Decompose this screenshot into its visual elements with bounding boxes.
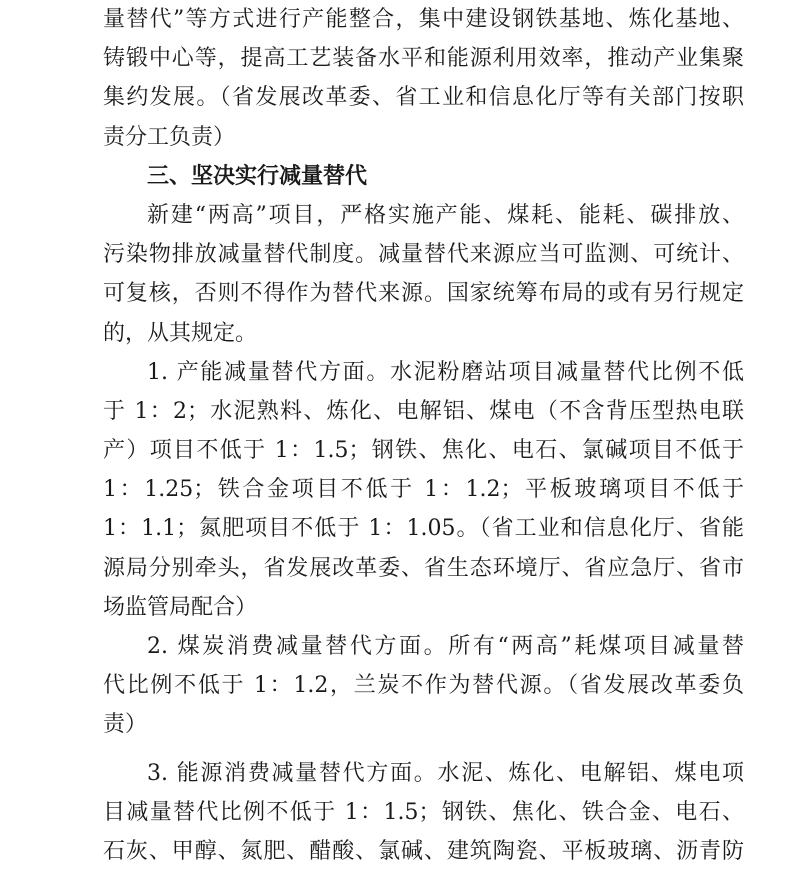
text-line: 目减量替代比例不低于 1：1.5；钢铁、焦化、铁合金、电石、 bbox=[103, 799, 744, 825]
text-line: 场监管局配合） bbox=[103, 594, 258, 620]
text-line: 源局分别牵头，省发展改革委、省生态环境厅、省应急厅、省市 bbox=[103, 555, 744, 581]
text-line: 1. 产能减量替代方面。水泥粉磨站项目减量替代比例不低 bbox=[147, 359, 744, 385]
text-line: 3. 能源消费减量替代方面。水泥、炼化、电解铝、煤电项 bbox=[147, 760, 744, 786]
text-line: 铸锻中心等，提高工艺装备水平和能源利用效率，推动产业集聚 bbox=[103, 46, 744, 72]
text-line: 的，从其规定。 bbox=[103, 320, 258, 346]
text-line: 集约发展。（省发展改革委、省工业和信息化厅等有关部门按职 bbox=[103, 85, 744, 111]
section-heading: 三、坚决实行减量替代 bbox=[147, 163, 368, 189]
text-line: 1：1.1；氮肥项目不低于 1：1.05。（省工业和信息化厅、省能 bbox=[103, 516, 744, 542]
text-line: 产）项目不低于 1：1.5；钢铁、焦化、电石、氯碱项目不低于 bbox=[103, 438, 744, 464]
text-line: 责分工负责） bbox=[103, 124, 236, 150]
text-line: 于 1：2；水泥熟料、炼化、电解铝、煤电（不含背压型热电联 bbox=[103, 398, 744, 424]
text-line: 2. 煤炭消费减量替代方面。所有“两高”耗煤项目减量替 bbox=[147, 634, 744, 659]
text-line: 1：1.25；铁合金项目不低于 1：1.2；平板玻璃项目不低于 bbox=[103, 477, 744, 503]
text-line: 新建“两高”项目，严格实施产能、煤耗、能耗、碳排放、 bbox=[147, 202, 744, 228]
text-line: 量替代”等方式进行产能整合，集中建设钢铁基地、炼化基地、 bbox=[103, 7, 744, 32]
text-line: 代比例不低于 1：1.2，兰炭不作为替代源。（省发展改革委负 bbox=[103, 673, 744, 699]
text-line: 石灰、甲醇、氮肥、醋酸、氯碱、建筑陶瓷、平板玻璃、沥青防 bbox=[103, 838, 744, 864]
text-line: 责） bbox=[103, 712, 148, 738]
text-line: 可复核，否则不得作为替代来源。国家统筹布局的或有另行规定 bbox=[103, 281, 744, 307]
text-line: 污染物排放减量替代制度。减量替代来源应当可监测、可统计、 bbox=[103, 242, 744, 268]
